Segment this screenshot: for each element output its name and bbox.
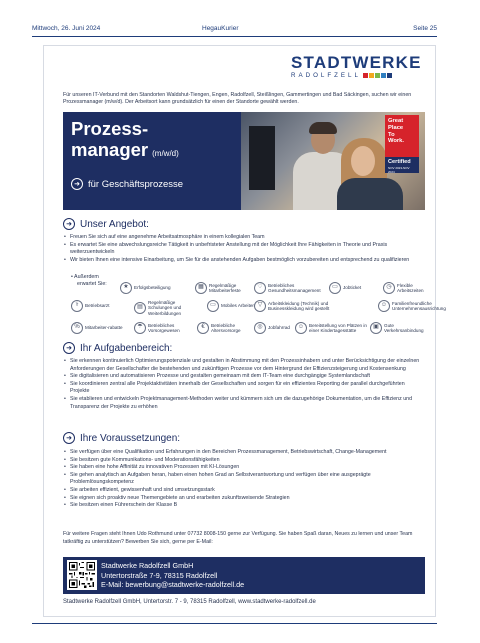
umbrella-icon: ☂ xyxy=(134,322,146,334)
contact-details xyxy=(101,561,244,590)
great-place-to-work-badge xyxy=(385,115,419,173)
benefit-label: Bereitstellung von Plätzen in einer Kindertagesstätte xyxy=(309,322,367,333)
ausserdem-label xyxy=(71,274,107,288)
header-rule xyxy=(32,36,437,37)
hero-title-line1: Prozess- xyxy=(71,118,149,139)
offer-heading-text: Unser Angebot: xyxy=(80,218,149,230)
star-icon: ★ xyxy=(120,282,132,294)
newspaper-title: HegauKurier xyxy=(202,25,239,32)
job-advertisement xyxy=(43,45,446,617)
footer-rule xyxy=(32,623,437,624)
shirt-icon: ▽ xyxy=(254,300,266,312)
hero-title-line2 xyxy=(71,139,179,164)
newspaper-page-number: Seite 25 xyxy=(413,25,437,32)
offer-bullet: • Es erwartet Sie eine abwechslungsreiche Tätigkeit in unbefristeter Anstellung mit der Möglichkeit Ihre Fähigkeiten in Theorie und Praxis weiterzuentwickeln xyxy=(63,242,425,257)
benefit-label: Mobiles Arbeiten xyxy=(221,303,255,309)
benefit-item xyxy=(197,322,259,334)
ticket-icon: ▭ xyxy=(329,282,341,294)
benefit-item xyxy=(254,300,330,312)
benefit-label: Familienfreundliche Unternehmensausrichtung xyxy=(392,300,446,311)
offer-bullet: • Wir bieten Ihnen eine intensive Einarbeitung, um Sie für die anstehenden Aufgaben bestmöglich vorzubereiten und entsprechend zu qualifizieren xyxy=(63,257,425,265)
laptop-icon: ▭ xyxy=(207,300,219,312)
badge-line: Place xyxy=(388,124,404,131)
logo-subline xyxy=(291,72,431,79)
benefit-item xyxy=(329,282,361,294)
benefit-item xyxy=(71,322,123,334)
company-name: Stadtwerke Radolfzell GmbH xyxy=(101,561,194,570)
task-bullet: • Sie digitalisieren und automatisieren Prozesse und gestalten gemeinsam mit dem IT-Team eine durchgängige Systemlandschaft xyxy=(63,373,425,381)
woman-figure xyxy=(337,178,403,210)
benefit-label: Betriebliches Vorsorgewesen xyxy=(148,322,180,333)
task-bullet: • Sie erkennen kontinuierlich Optimierungspotenziale und gestalten in Abstimmung mit den Prozessinhabern und unter Berücksichtigung der einzelnen Anforderungen der Gesellschafter die bestehenden und zukünftigen Prozesse vor dem Hintergrund der Effizienzsteigerung und Kostensenkung xyxy=(63,358,425,373)
badge-period: NOV 2023-NOV 2024 xyxy=(388,165,410,174)
arrow-right-circle-icon: ➜ xyxy=(63,218,75,230)
hero-title xyxy=(71,118,179,164)
bicycle-icon: ⚕ xyxy=(71,300,83,312)
ausserdem-line: • Außerdem xyxy=(71,274,99,280)
requirement-bullet: • Sie besitzen gute Kommunikations- und Moderationsfähigkeiten xyxy=(63,457,425,465)
benefit-item xyxy=(134,300,196,316)
benefit-label: Flexible Arbeitszeiten xyxy=(397,282,424,293)
requirement-bullet: • Sie besitzen einen Führerschein der Klasse B xyxy=(63,502,425,510)
requirement-bullet: • Sie arbeiten effizient, gewissenhaft und sind umsetzungsstark xyxy=(63,487,425,495)
offer-bullet: • Freuen Sie sich auf eine angenehme Arbeitsatmosphäre in einem kollegialen Team xyxy=(63,234,425,242)
benefit-item xyxy=(383,282,425,294)
benefit-item xyxy=(120,282,171,294)
gender-note: (m/w/d) xyxy=(152,149,179,158)
benefit-item xyxy=(71,300,110,312)
hero-subtitle xyxy=(71,178,183,190)
requirement-bullet: • Sie verfügen über eine Qualifikation und Erfahrungen in den Bereichen Prozessmanagement, Betriebswirtschaft, Change-Management xyxy=(63,449,425,457)
badge-certified xyxy=(385,157,419,173)
requirements-heading-text: Ihre Voraussetzungen: xyxy=(80,432,181,444)
book-icon: ▤ xyxy=(134,302,146,314)
logo-bar xyxy=(363,73,368,78)
requirement-bullet: • Sie gehen analytisch an Aufgaben heran, haben einen hohen Grad an Selbstverantwortung und verfügen über eine ausgeprägte Problemlösungskompetenz xyxy=(63,472,425,487)
qr-code-graphic xyxy=(69,562,95,588)
requirement-bullet: • Sie eignen sich proaktiv neue Themengebiete an und erarbeiten zukunftsweisende Strategien xyxy=(63,495,425,503)
benefit-label: Betriebliches Gesundheitsmanagement xyxy=(268,282,321,293)
contact-text: Für weitere Fragen steht Ihnen Udo Rothmund unter 07732 8008-150 gerne zur Verfügung. Sie haben Spaß daran, Neues zu lernen und unser Team tatkräftig zu unterstützen? Bewerben Sie sich, gerne per E-Mail: xyxy=(63,531,413,545)
logo-bar xyxy=(369,73,374,78)
hero-title-word: manager xyxy=(71,139,149,160)
benefit-label: Erfolgsbeteiligung xyxy=(134,285,171,291)
task-bullet: • Sie etablieren und entwickeln Projektmanagement-Methoden weiter und kümmern sich um die dazugehörige Dokumentation, um die Effizienz und Transparenz der Projekte zu erhöhen xyxy=(63,396,425,411)
bus-icon: ▣ xyxy=(370,322,382,334)
badge-line: Great xyxy=(388,118,404,124)
badge-certified-label: Certified xyxy=(388,159,411,165)
piggybank-icon: € xyxy=(197,322,209,334)
hero-banner xyxy=(63,112,425,210)
badge-line: Work. xyxy=(388,138,404,145)
logo-color-bars xyxy=(363,73,392,78)
benefit-label: Jobfahrrad xyxy=(268,325,290,331)
arrow-right-circle-icon: ➜ xyxy=(71,178,83,190)
percent-icon: % xyxy=(71,322,83,334)
woman-head xyxy=(351,146,375,176)
offer-heading xyxy=(63,218,149,230)
benefit-item xyxy=(254,282,321,294)
arrow-right-circle-icon: ➜ xyxy=(63,432,75,444)
logo-bar xyxy=(375,73,380,78)
company-address: Untertorstraße 7-9, 78315 Radolfzell xyxy=(101,570,218,580)
benefit-item xyxy=(370,322,425,334)
logo-bar xyxy=(381,73,386,78)
badge-line: To xyxy=(388,131,395,138)
qr-code-icon[interactable] xyxy=(67,560,97,590)
benefits-grid xyxy=(63,274,446,346)
application-email-link[interactable]: E-Mail: bewerbung@stadtwerke-radolfzell.de xyxy=(101,580,245,589)
requirement-bullet: • Sie haben eine hohe Affinität zu innovativen Prozessen mit KI-Lösungen xyxy=(63,464,425,472)
benefit-label: Jobticket xyxy=(343,285,362,291)
task-bullet: • Sie koordinieren zentral alle Projektaktivitäten innerhalb der Gesellschaften und sorgen für ein effizientes Reporting der parallel durchgeführten Projekte xyxy=(63,381,425,396)
calendar-icon: ▦ xyxy=(195,282,207,294)
benefit-label: Betriebsarzt xyxy=(85,303,110,309)
company-footer-line[interactable]: Stadtwerke Radolfzell GmbH, Untertorstr. 7 - 9, 78315 Radolfzell, www.stadtwerke-radolfzell.de xyxy=(63,599,316,605)
man-hair xyxy=(309,122,337,134)
newspaper-header xyxy=(32,23,437,36)
tasks-heading xyxy=(63,342,172,354)
tasks-heading-text: Ihr Aufgabenbereich: xyxy=(80,342,173,354)
logo-city: RADOLFZELL xyxy=(291,72,361,79)
benefit-label: Betriebliche Altersvorsorge xyxy=(211,322,241,333)
monitor-shape xyxy=(249,126,275,190)
heart-icon: ♡ xyxy=(254,282,266,294)
requirements-list xyxy=(63,449,425,510)
logo-wordmark: STADTWERKE xyxy=(291,53,422,72)
contact-box xyxy=(63,557,425,594)
benefit-item xyxy=(195,282,257,294)
stadtwerke-logo xyxy=(291,54,431,82)
clock-icon: ◷ xyxy=(383,282,395,294)
benefit-label: Regelmäßige Mitarbeiterfeste xyxy=(209,282,241,293)
arrow-right-circle-icon: ➜ xyxy=(63,342,75,354)
bike-icon: ◎ xyxy=(254,322,266,334)
benefit-label: Arbeitskleidung (Technik) und Businesskleidung wird gestellt xyxy=(268,300,330,311)
newspaper-date: Mittwoch, 26. Juni 2024 xyxy=(32,25,101,32)
logo-bar xyxy=(387,73,392,78)
benefit-item xyxy=(207,300,255,312)
benefit-label: Mitarbeiter-rabatte xyxy=(85,325,123,331)
benefit-label: Gute Verkehrsanbindung xyxy=(384,322,424,333)
intro-text: Für unseren IT-Verbund mit den Standorten Waldshut-Tiengen, Engen, Radolfzell, Steißlingen, Gammertingen und Bad Säckingen, suchen wir einen Prozessmanager (m/w/d). Der Arbeitsort kann grundsätzlich für einen der Standorte gewählt werden. xyxy=(63,92,412,106)
benefit-item xyxy=(254,322,290,334)
offer-list xyxy=(63,234,425,264)
child-icon: ☺ xyxy=(295,322,307,334)
ausserdem-line: erwartet Sie: xyxy=(77,281,107,287)
benefit-item xyxy=(134,322,196,334)
tasks-list xyxy=(63,358,425,411)
benefit-label: Regelmäßige Schulungen und Weiterbildungen xyxy=(148,300,182,316)
benefit-item xyxy=(378,300,446,312)
benefit-item xyxy=(295,322,371,334)
family-icon: ☺ xyxy=(378,300,390,312)
requirements-heading xyxy=(63,432,180,444)
hero-subtitle-text: für Geschäftsprozesse xyxy=(88,178,184,190)
